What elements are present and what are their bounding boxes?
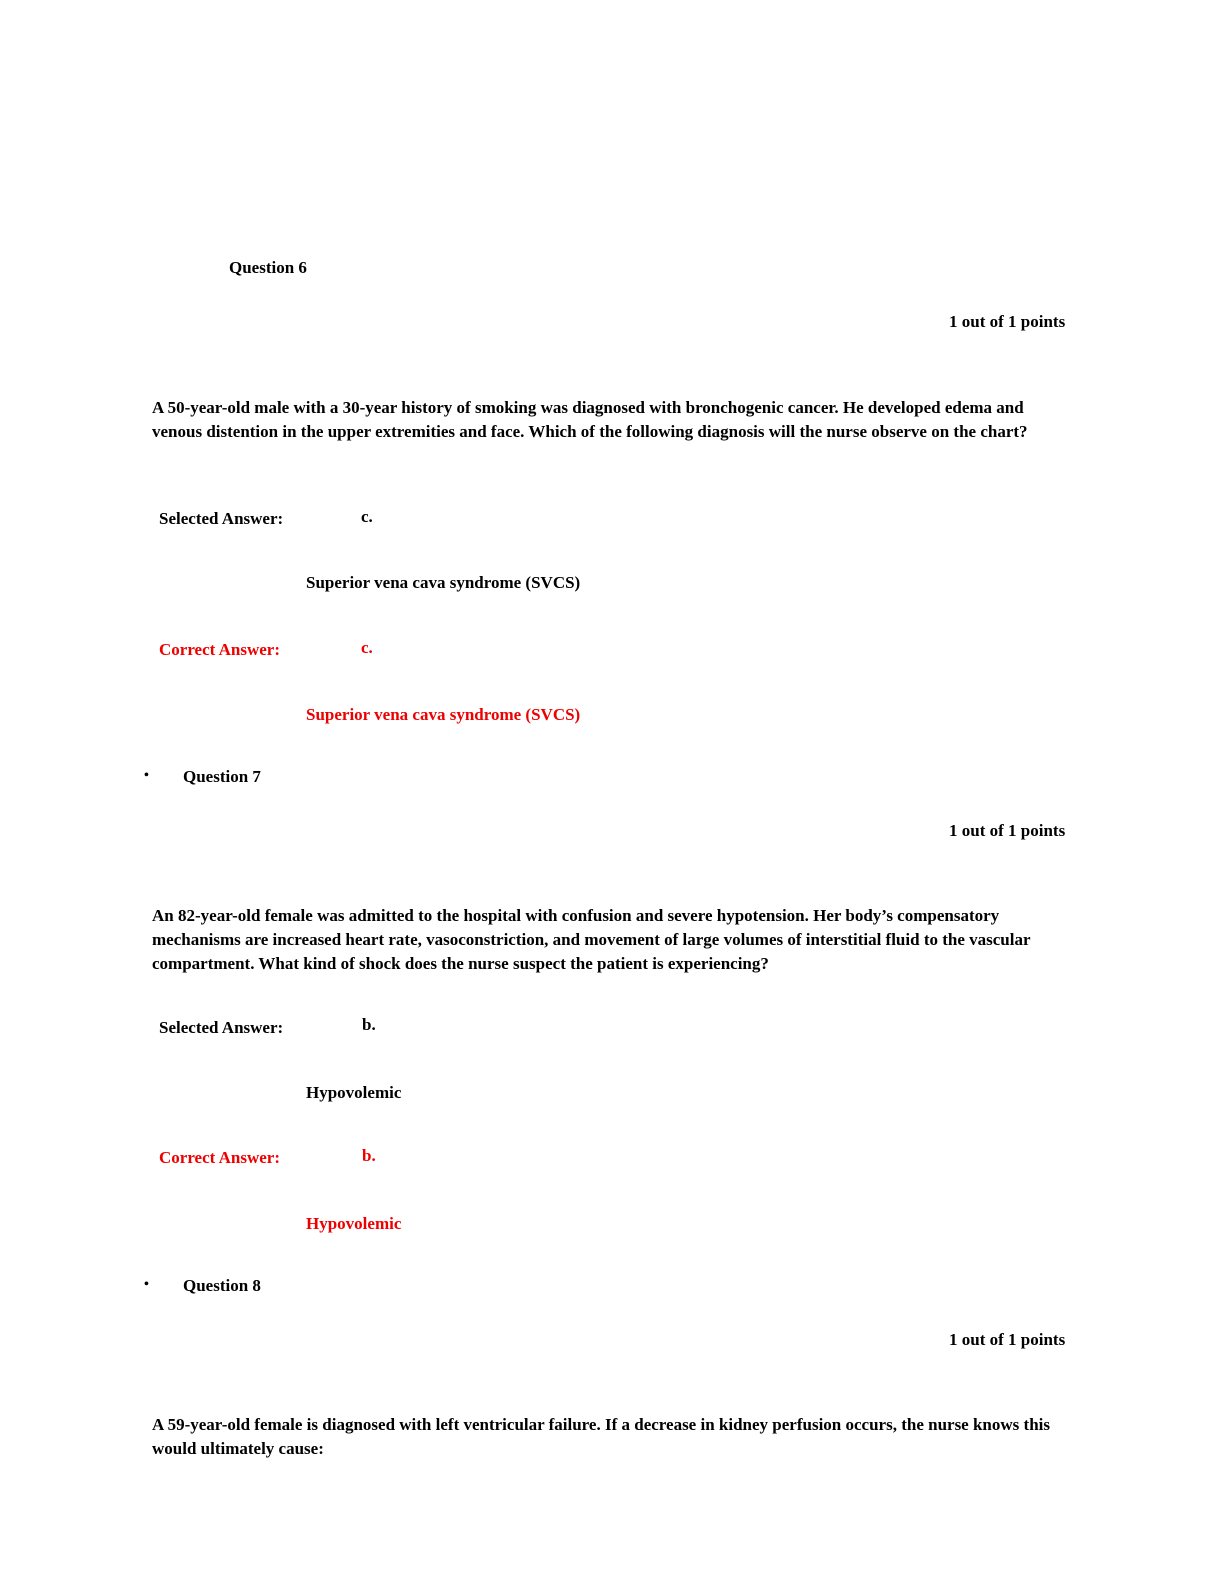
- correct-answer-text: Superior vena cava syndrome (SVCS): [306, 705, 581, 724]
- selected-answer-letter: b.: [362, 1015, 376, 1034]
- bullet-icon: •: [144, 768, 149, 783]
- question-title: Question 7: [183, 767, 261, 786]
- question-text: A 59-year-old female is diagnosed with left ventricular failure. If a decrease in kidney perfusion occurs, the nurse knows this would ultimately cause:: [152, 1415, 1050, 1458]
- correct-answer-letter: c.: [361, 638, 373, 657]
- points-label: 1 out of 1 points: [949, 312, 1066, 331]
- selected-answer-label: Selected Answer:: [159, 509, 284, 528]
- points-label: 1 out of 1 points: [949, 1330, 1066, 1349]
- selected-answer-label: Selected Answer:: [159, 1018, 284, 1037]
- question-title: Question 6: [229, 258, 307, 277]
- correct-answer-label: Correct Answer:: [159, 1148, 281, 1167]
- question-title: Question 8: [183, 1276, 261, 1295]
- correct-answer-letter: b.: [362, 1146, 376, 1165]
- question-text: An 82-year-old female was admitted to the hospital with confusion and severe hypotension. Her body’s compensatory mechanisms are increased heart rate, vasoconstriction, and movement of large volumes of interstitial fluid to the vascular compartment. What kind of shock does the nurse suspect the patient is experiencing?: [152, 906, 1031, 973]
- selected-answer-letter: c.: [361, 507, 373, 526]
- selected-answer-text: Hypovolemic: [306, 1083, 402, 1102]
- question-text: A 50-year-old male with a 30-year history of smoking was diagnosed with bronchogenic cancer. He developed edema and venous distention in the upper extremities and face. Which of the following diagnosis will the nurse observe on the chart?: [152, 398, 1028, 441]
- correct-answer-label: Correct Answer:: [159, 640, 281, 659]
- points-label: 1 out of 1 points: [949, 821, 1066, 840]
- selected-answer-text: Superior vena cava syndrome (SVCS): [306, 573, 581, 592]
- bullet-icon: •: [144, 1277, 149, 1292]
- correct-answer-text: Hypovolemic: [306, 1214, 402, 1233]
